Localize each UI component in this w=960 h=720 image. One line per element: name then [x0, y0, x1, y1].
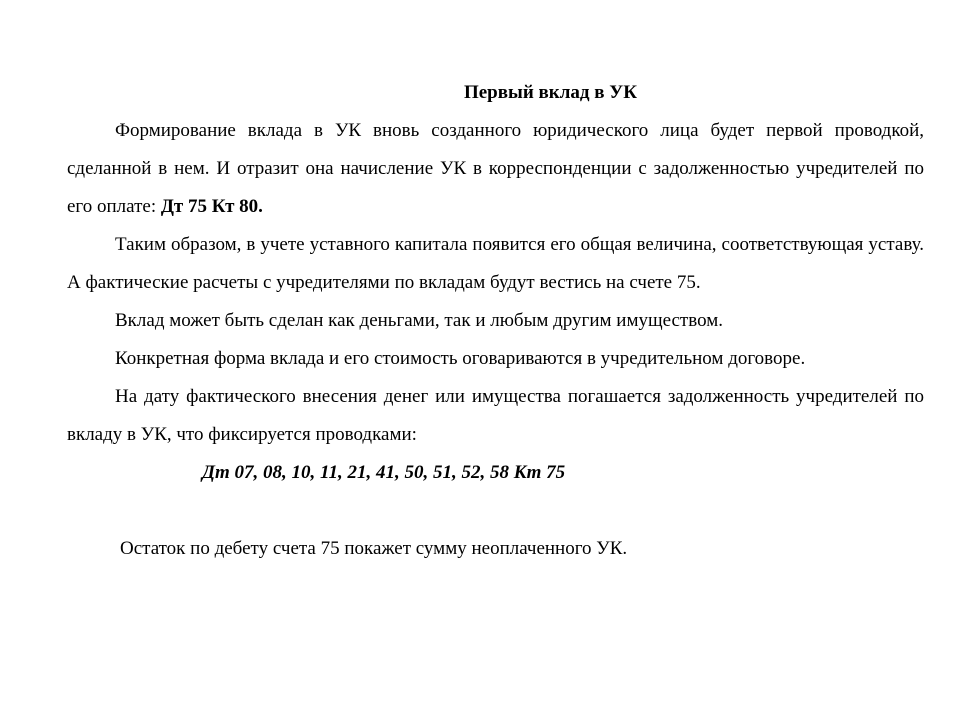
- paragraph-contribution-form: Конкретная форма вклада и его стоимость оговариваются в учредительном договоре.: [115, 348, 806, 369]
- paragraph-first-entry: [67, 112, 924, 226]
- paragraph-first-entry-text: Формирование вклада в УК вновь созданного юридического лица будет первой проводкой, сделанной в нем. И отразит она начисление УК в корреспонденции с задолженностью учредителей по его оплате:: [67, 120, 924, 217]
- paragraph-debt-repayment: На дату фактического внесения денег или имущества погашается задолженность учредителей по вкладу в УК, что фиксируется проводками:: [67, 386, 924, 445]
- posting-formula: Дт 07, 08, 10, 11, 21, 41, 50, 51, 52, 58 Кт 75: [202, 462, 566, 483]
- entry-dt75-kt80: Дт 75 Кт 80.: [160, 196, 263, 217]
- paragraph-capital-accounting: Таким образом, в учете уставного капитала появится его общая величина, соответствующая уставу. А фактические расчеты с учредителями по вкладам будут вестись на счете 75.: [67, 234, 924, 293]
- paragraph-contribution-type: Вклад может быть сделан как деньгами, так и любым другим имуществом.: [115, 310, 723, 331]
- document-title: Первый вклад в УК: [463, 82, 638, 103]
- paragraph-remainder: Остаток по дебету счета 75 покажет сумму неоплаченного УК.: [120, 538, 628, 559]
- document-body: [67, 74, 924, 568]
